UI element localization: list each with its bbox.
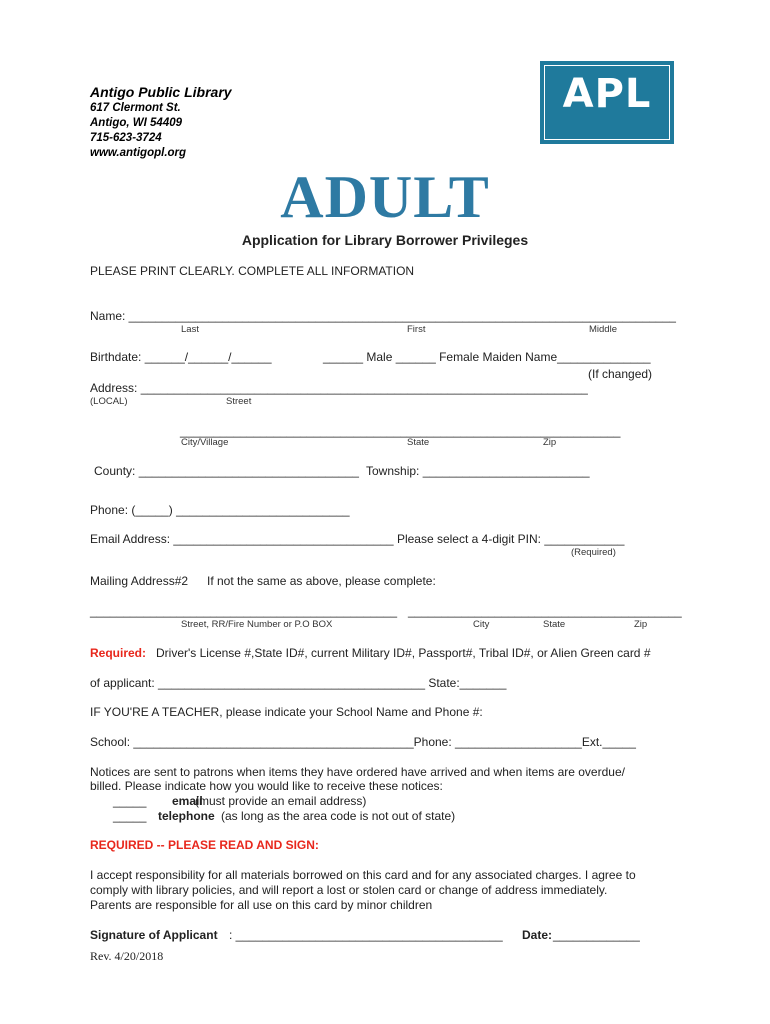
mailing-note: If not the same as above, please complete: xyxy=(207,574,436,588)
mailing-street-field[interactable]: ______________________________________________ xyxy=(90,604,397,618)
email-option-note: (must provide an email address) xyxy=(195,794,367,808)
mailing-city-label: City xyxy=(473,619,490,630)
name-field[interactable]: Name: __________________________________________________________________________________ xyxy=(90,309,676,323)
school-field[interactable]: School: __________________________________________Phone: ___________________Ext._____ xyxy=(90,735,636,749)
pin-required-note: (Required) xyxy=(571,547,616,558)
gender-maiden-field[interactable]: ______ Male ______ Female Maiden Name______________ xyxy=(323,350,651,364)
signature-field[interactable]: : ________________________________________ xyxy=(229,928,503,942)
required-id-label: Required: xyxy=(90,646,147,660)
instructions: PLEASE PRINT CLEARLY. COMPLETE ALL INFORMATION xyxy=(90,264,415,278)
notices-text-2: billed. Please indicate how you would like to receive these notices: xyxy=(90,779,443,793)
email-pin-field[interactable]: Email Address: _________________________________ Please select a 4-digit PIN: ____________ xyxy=(90,532,625,546)
email-option-label: email xyxy=(172,794,203,808)
address-street-label: Street xyxy=(226,396,252,407)
county-field[interactable]: County: _________________________________ xyxy=(94,464,359,478)
apl-logo xyxy=(540,61,674,144)
birthdate-field[interactable]: Birthdate: ______/______/______ xyxy=(90,350,272,364)
address-local-label: (LOCAL) xyxy=(90,396,128,407)
form-subtitle: Application for Library Borrower Privileges xyxy=(241,232,529,248)
name-last-label: Last xyxy=(181,324,199,335)
date-field[interactable]: _____________ xyxy=(553,928,640,942)
telephone-option-blank[interactable]: _____ xyxy=(113,809,147,823)
library-street: 617 Clermont St. xyxy=(90,102,181,114)
read-and-sign-heading: REQUIRED -- PLEASE READ AND SIGN: xyxy=(90,838,319,852)
applicant-id-field[interactable]: of applicant: ________________________________________ State:_______ xyxy=(90,676,507,690)
telephone-option-label: telephone xyxy=(158,809,215,823)
phone-field[interactable]: Phone: (_____) __________________________ xyxy=(90,503,350,517)
accept-text-3: Parents are responsible for all use on this card by minor children xyxy=(90,898,433,912)
telephone-option-note: (as long as the area code is not out of state) xyxy=(221,809,456,823)
mailing-zip-label: Zip xyxy=(634,619,648,630)
teacher-note: IF YOU'RE A TEACHER, please indicate your School Name and Phone #: xyxy=(90,705,483,719)
library-phone: 715-623-3724 xyxy=(90,132,162,144)
revision-date: Rev. 4/20/2018 xyxy=(90,949,164,963)
state-label: State xyxy=(407,437,430,448)
library-city: Antigo, WI 54409 xyxy=(90,117,183,129)
notices-text-1: Notices are sent to patrons when items they have ordered have arrived and when items are overdue/ xyxy=(90,765,625,779)
zip-label: Zip xyxy=(543,437,557,448)
date-label: Date: xyxy=(522,928,553,942)
logo-text: APL xyxy=(562,71,652,117)
city-label: City/Village xyxy=(181,437,229,448)
mailing-street-label: Street, RR/Fire Number or P.O BOX xyxy=(181,619,333,630)
signature-label: Signature of Applicant xyxy=(90,928,218,942)
if-changed-note: (If changed) xyxy=(588,367,653,381)
accept-text-2: comply with library policies, and will report a lost or stolen card or change of address immediately. xyxy=(90,883,608,897)
required-id-text: Driver's License #,State ID#, current Military ID#, Passport#, Tribal ID#, or Alien Green card # xyxy=(156,646,651,660)
mailing-state-label: State xyxy=(543,619,566,630)
address-field[interactable]: Address: ___________________________________________________________________ xyxy=(90,381,588,395)
library-name: Antigo Public Library xyxy=(90,84,232,100)
form-title: ADULT xyxy=(280,164,490,230)
library-website: www.antigopl.org xyxy=(90,147,187,159)
mailing-city-field[interactable]: _________________________________________ xyxy=(408,604,682,618)
accept-text-1: I accept responsibility for all materials borrowed on this card and for any associated charges. I agree to xyxy=(90,868,636,882)
email-option-blank[interactable]: _____ xyxy=(113,794,147,808)
name-middle-label: Middle xyxy=(589,324,617,335)
name-first-label: First xyxy=(407,324,426,335)
mailing-title: Mailing Address#2 xyxy=(90,574,189,588)
township-field[interactable]: Township: _________________________ xyxy=(366,464,590,478)
city-state-zip-field[interactable]: __________________________________________________________________ xyxy=(180,424,621,438)
